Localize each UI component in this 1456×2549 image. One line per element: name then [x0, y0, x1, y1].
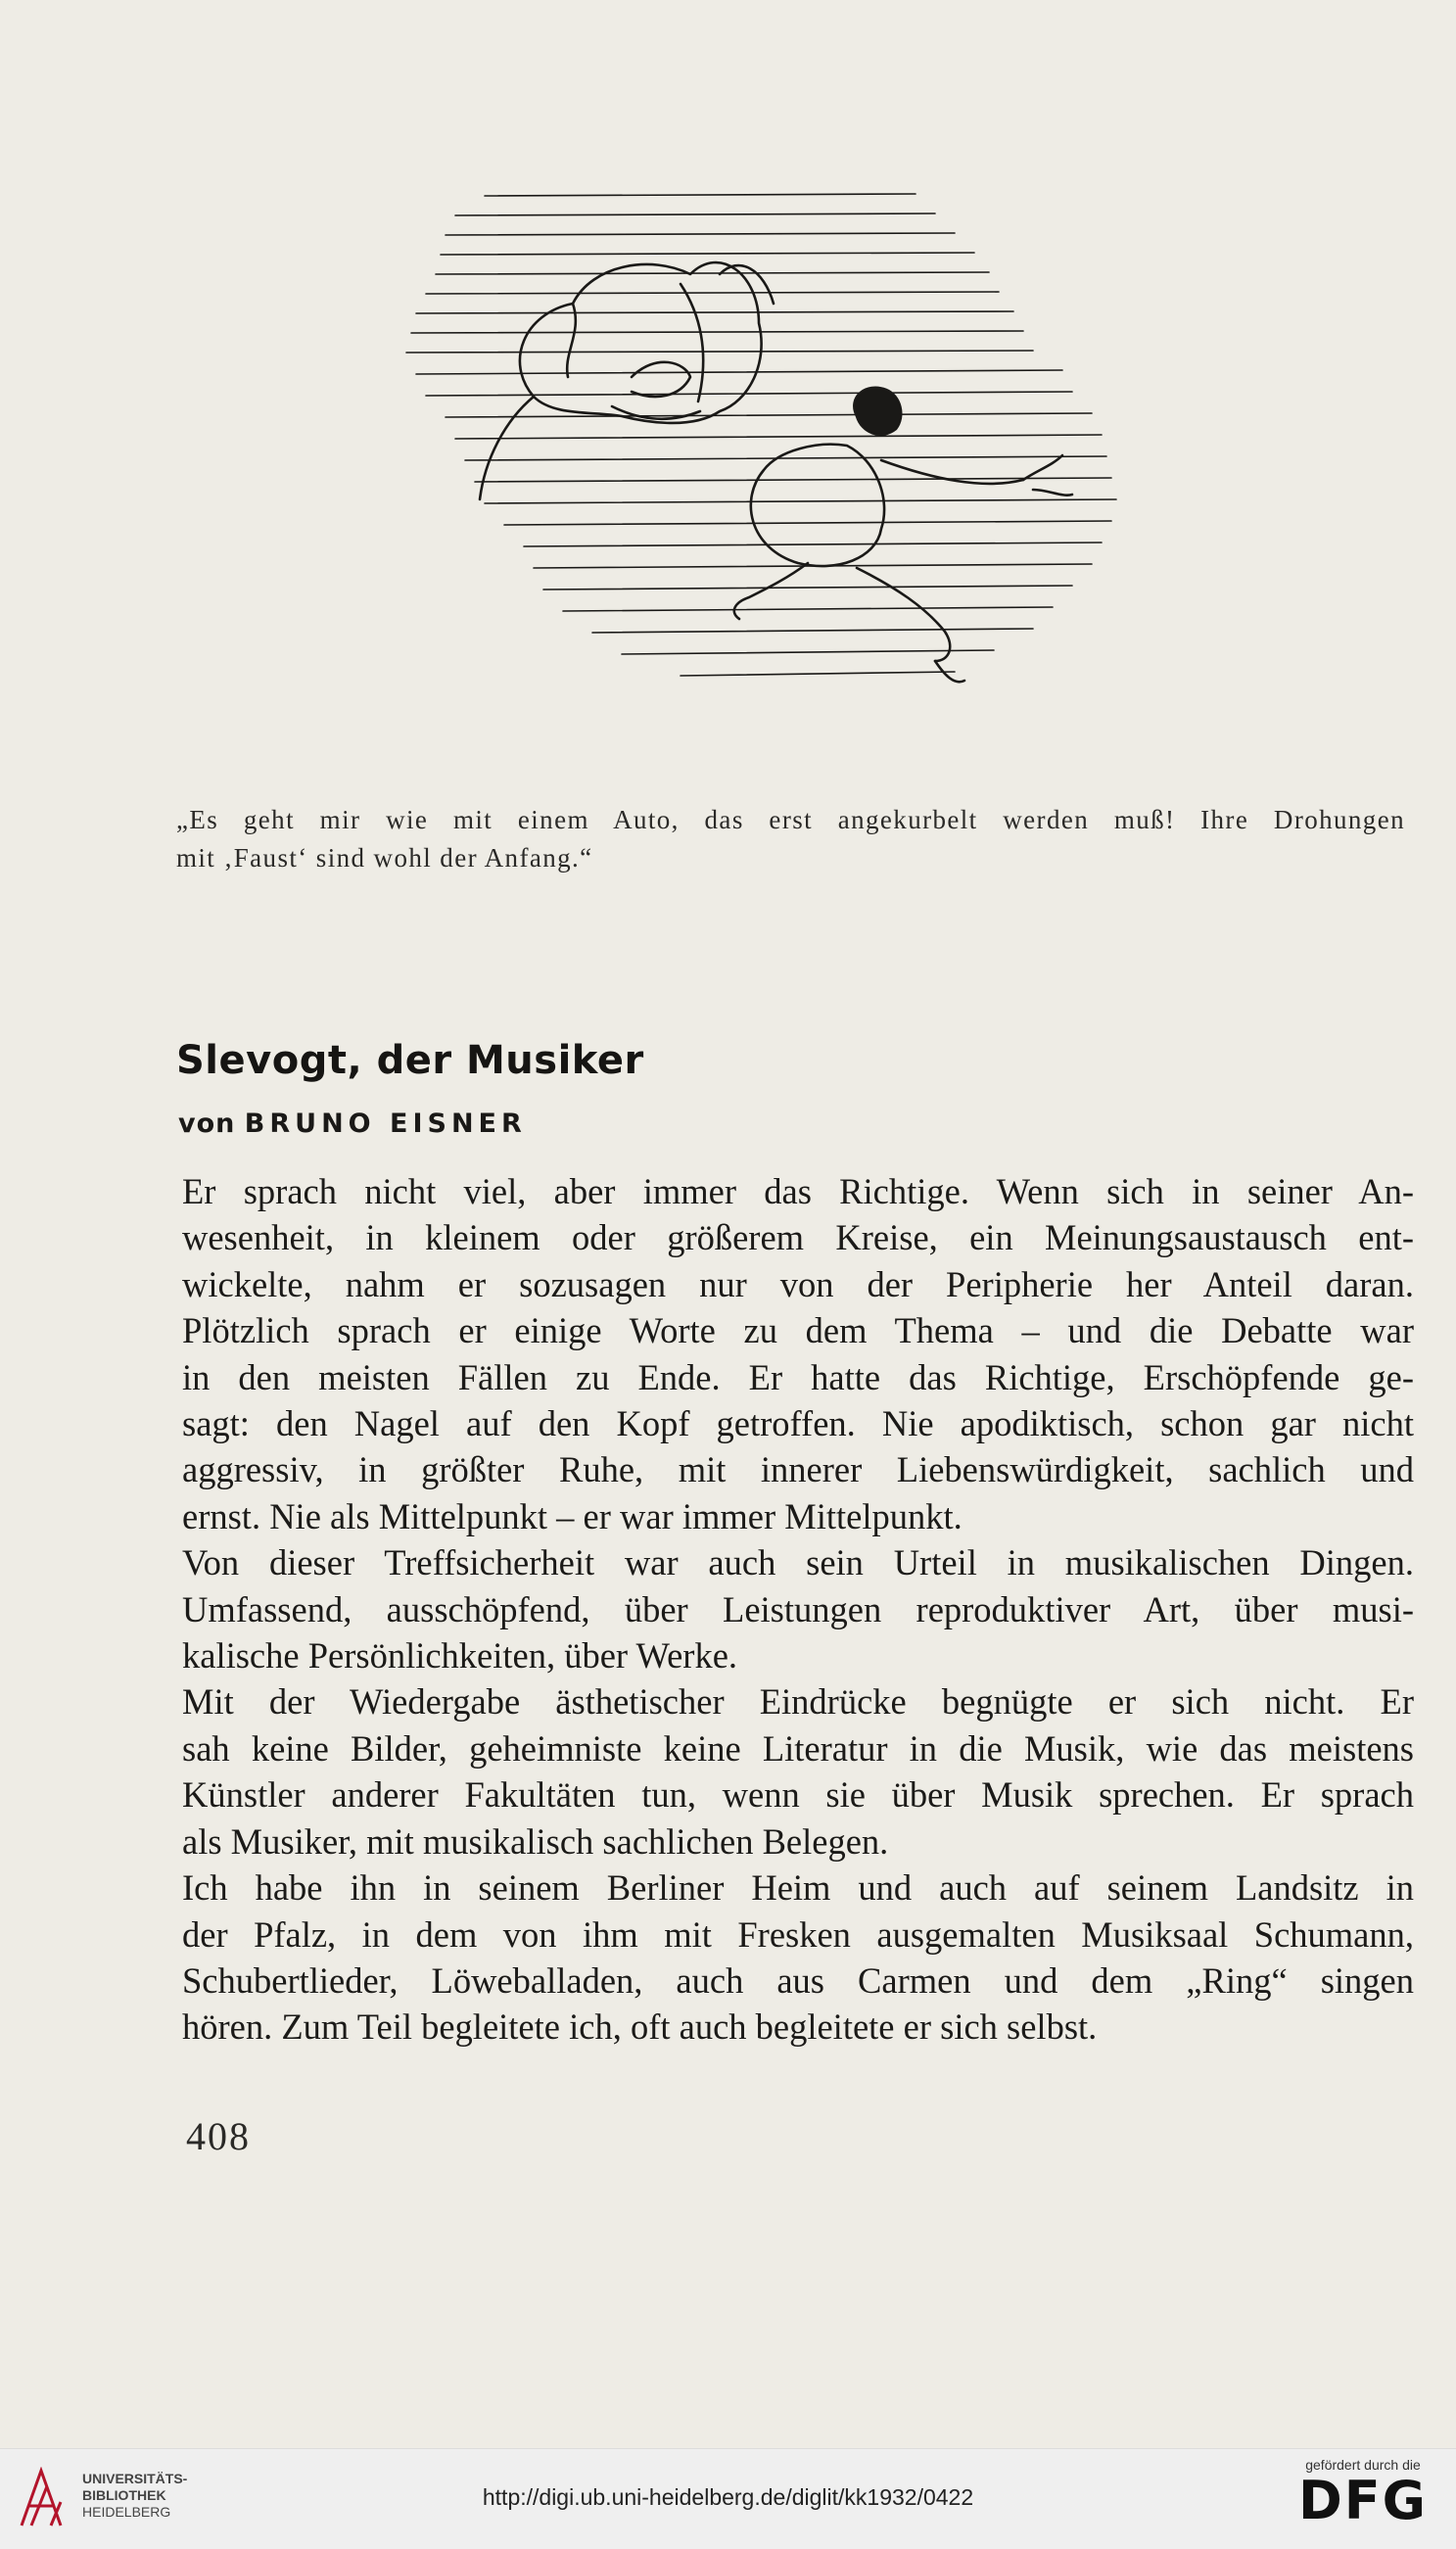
- caption-line: „Es geht mir wie mit einem Auto, das erst angekurbelt werden muß! Ihre Drohungen: [176, 805, 1405, 834]
- body-line: als Musiker, mit musikalisch sachlichen Belegen.: [182, 1820, 889, 1862]
- body-line: aggressiv, in größter Ruhe, mit innerer Liebenswürdigkeit, sachlich und: [182, 1449, 1414, 1490]
- funding-notice: [1290, 2457, 1436, 2529]
- body-line: in den meisten Fällen zu Ende. Er hatte das Richtige, Erschöpfende ge-: [182, 1356, 1414, 1397]
- author-name: BRUNO EISNER: [244, 1109, 527, 1139]
- library-name-line: BIBLIOTHEK: [82, 2487, 166, 2503]
- library-name-line: UNIVERSITÄTS-: [82, 2471, 188, 2486]
- permalink-url[interactable]: http://digi.ub.uni-heidelberg.de/diglit/kk1932/0422: [482, 2484, 974, 2510]
- body-line: Schubertlieder, Löweballaden, auch aus Carmen und dem „Ring“ singen: [182, 1959, 1414, 2001]
- page-number: 408: [186, 2114, 251, 2158]
- body-line: Ich habe ihn in seinem Berliner Heim und auch auf seinem Landsitz in: [182, 1867, 1414, 1909]
- library-name-line: HEIDELBERG: [82, 2504, 171, 2520]
- byline: [178, 1109, 527, 1139]
- body-line: sagt: den Nagel auf den Kopf getroffen. Nie apodiktisch, schon gar nicht: [182, 1403, 1414, 1444]
- body-line: der Pfalz, in dem von ihm mit Fresken ausgemalten Musiksaal Schumann,: [182, 1913, 1414, 1955]
- caption-line: mit ‚Faust‘ sind wohl der Anfang.“: [176, 843, 593, 873]
- body-line: hören. Zum Teil begleitete ich, oft auch begleitete er sich selbst.: [182, 2006, 1098, 2048]
- body-line: Umfassend, ausschöpfend, über Leistungen reproduktiver Art, über musi-: [182, 1588, 1414, 1629]
- body-line: wesenheit, in kleinem oder größerem Kreise, ein Meinungsaustausch ent-: [182, 1217, 1414, 1258]
- body-line: Künstler anderer Fakultäten tun, wenn sie über Musik sprechen. Er sprach: [182, 1774, 1414, 1816]
- body-line: ernst. Nie als Mittelpunkt – er war immer Mittelpunkt.: [182, 1495, 963, 1536]
- article-body: [182, 1168, 1414, 2051]
- byline-prefix: von: [178, 1109, 236, 1139]
- body-line: Mit der Wiedergabe ästhetischer Eindrücke begnügte er sich nicht. Er: [182, 1681, 1414, 1723]
- viewer-footer: [0, 2448, 1456, 2549]
- body-line: wickelte, nahm er sozusagen nur von der Peripherie her Anteil daran.: [182, 1263, 1414, 1304]
- dfg-logo[interactable]: DFG: [1297, 2470, 1429, 2531]
- funding-label: gefördert durch die: [1305, 2457, 1421, 2473]
- article-title: Slevogt, der Musiker: [176, 1038, 644, 1083]
- body-line: kalische Persönlichkeiten, über Werke.: [182, 1635, 738, 1676]
- body-line: Von dieser Treffsicherheit war auch sein Urteil in musikalischen Dingen.: [182, 1542, 1414, 1583]
- sketch-illustration: [387, 166, 1199, 764]
- body-line: sah keine Bilder, geheimniste keine Literatur in die Musik, wie das meistens: [182, 1727, 1414, 1769]
- illustration-caption: [176, 801, 1405, 877]
- body-line: Plötzlich sprach er einige Worte zu dem Thema – und die Debatte war: [182, 1310, 1414, 1351]
- body-line: Er sprach nicht viel, aber immer das Richtige. Wenn sich in seiner An-: [182, 1171, 1414, 1211]
